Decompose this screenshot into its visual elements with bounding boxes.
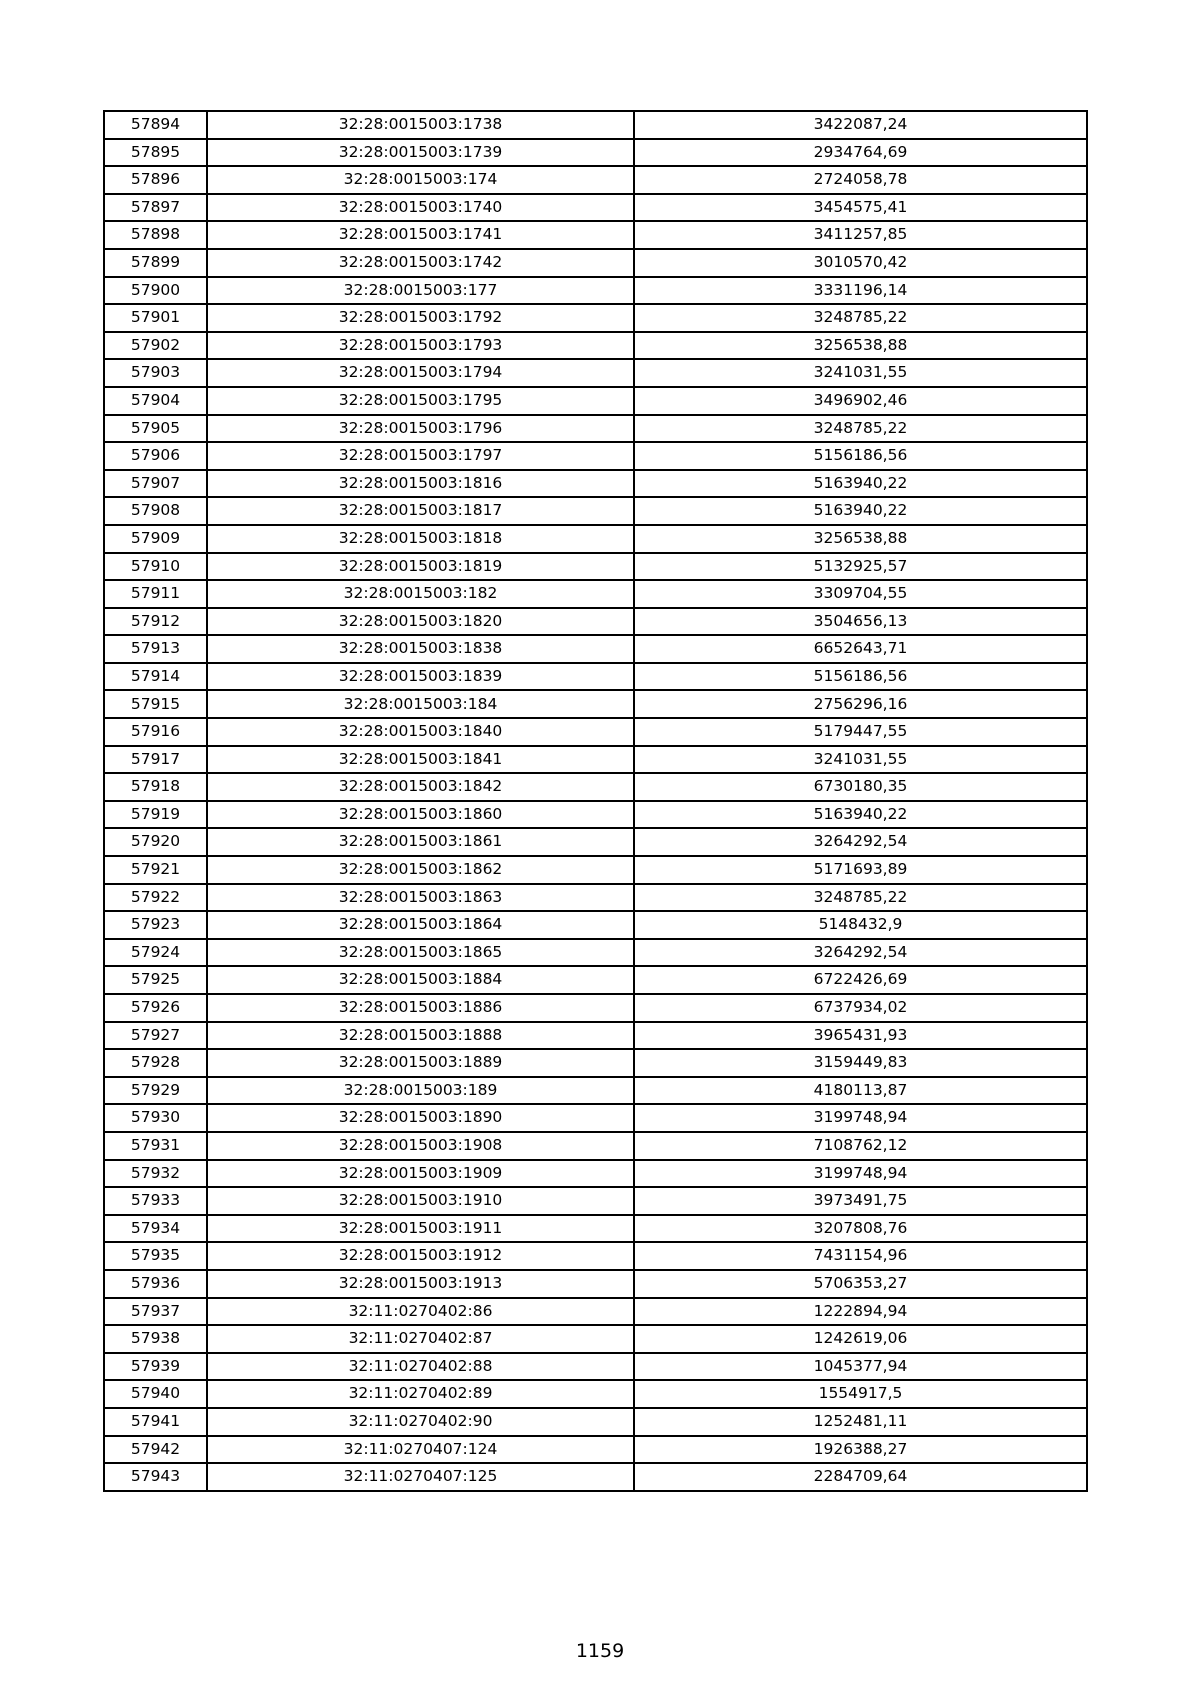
value-cell: 3159449,83 [634, 1049, 1087, 1077]
cadastral-number-cell: 32:28:0015003:1910 [207, 1187, 634, 1215]
row-number-cell: 57912 [104, 608, 207, 636]
value-cell: 5156186,56 [634, 442, 1087, 470]
table-row [104, 111, 1087, 139]
cadastral-number-cell: 32:28:0015003:1797 [207, 442, 634, 470]
table-body [104, 111, 1087, 1491]
cadastral-number-cell: 32:28:0015003:1841 [207, 746, 634, 774]
row-number-cell: 57923 [104, 911, 207, 939]
value-cell: 1554917,5 [634, 1380, 1087, 1408]
cadastral-number-cell: 32:28:0015003:1886 [207, 994, 634, 1022]
value-cell: 1045377,94 [634, 1353, 1087, 1381]
table-row [104, 1298, 1087, 1326]
value-cell: 3422087,24 [634, 111, 1087, 139]
table-row [104, 194, 1087, 222]
value-cell: 6722426,69 [634, 966, 1087, 994]
row-number-cell: 57937 [104, 1298, 207, 1326]
table-row [104, 1408, 1087, 1436]
row-number-cell: 57895 [104, 139, 207, 167]
table-row [104, 911, 1087, 939]
value-cell: 1242619,06 [634, 1325, 1087, 1353]
row-number-cell: 57905 [104, 415, 207, 443]
row-number-cell: 57918 [104, 773, 207, 801]
value-cell: 6730180,35 [634, 773, 1087, 801]
value-cell: 4180113,87 [634, 1077, 1087, 1105]
row-number-cell: 57911 [104, 580, 207, 608]
row-number-cell: 57921 [104, 856, 207, 884]
cadastral-number-cell: 32:28:0015003:1842 [207, 773, 634, 801]
table-row [104, 1242, 1087, 1270]
row-number-cell: 57938 [104, 1325, 207, 1353]
cadastral-number-cell: 32:28:0015003:1741 [207, 221, 634, 249]
table-row [104, 939, 1087, 967]
cadastral-number-cell: 32:11:0270402:88 [207, 1353, 634, 1381]
value-cell: 2284709,64 [634, 1463, 1087, 1491]
table-row [104, 1353, 1087, 1381]
cadastral-number-cell: 32:28:0015003:1911 [207, 1215, 634, 1243]
value-cell: 3331196,14 [634, 277, 1087, 305]
page-number: 1159 [575, 1640, 625, 1662]
cadastral-number-cell: 32:28:0015003:1864 [207, 911, 634, 939]
cadastral-number-cell: 32:11:0270402:90 [207, 1408, 634, 1436]
value-cell: 2756296,16 [634, 690, 1087, 718]
value-cell: 3973491,75 [634, 1187, 1087, 1215]
value-cell: 1926388,27 [634, 1436, 1087, 1464]
row-number-cell: 57942 [104, 1436, 207, 1464]
table-row [104, 277, 1087, 305]
table-row [104, 1104, 1087, 1132]
table-row [104, 1325, 1087, 1353]
row-number-cell: 57927 [104, 1022, 207, 1050]
cadastral-number-cell: 32:28:0015003:1839 [207, 663, 634, 691]
value-cell: 5179447,55 [634, 718, 1087, 746]
cadastral-number-cell: 32:11:0270402:87 [207, 1325, 634, 1353]
table-row [104, 718, 1087, 746]
cadastral-number-cell: 32:28:0015003:1796 [207, 415, 634, 443]
value-cell: 1222894,94 [634, 1298, 1087, 1326]
cadastral-number-cell: 32:28:0015003:1888 [207, 1022, 634, 1050]
row-number-cell: 57926 [104, 994, 207, 1022]
table-row [104, 359, 1087, 387]
table-row [104, 635, 1087, 663]
cadastral-number-cell: 32:28:0015003:1840 [207, 718, 634, 746]
table-row [104, 994, 1087, 1022]
cadastral-number-cell: 32:28:0015003:174 [207, 166, 634, 194]
cadastral-number-cell: 32:28:0015003:1817 [207, 497, 634, 525]
table-row [104, 525, 1087, 553]
cadastral-number-cell: 32:28:0015003:1820 [207, 608, 634, 636]
cadastral-number-cell: 32:28:0015003:1838 [207, 635, 634, 663]
row-number-cell: 57904 [104, 387, 207, 415]
row-number-cell: 57924 [104, 939, 207, 967]
row-number-cell: 57933 [104, 1187, 207, 1215]
table-row [104, 1160, 1087, 1188]
value-cell: 3207808,76 [634, 1215, 1087, 1243]
row-number-cell: 57916 [104, 718, 207, 746]
table-row [104, 828, 1087, 856]
cadastral-number-cell: 32:28:0015003:182 [207, 580, 634, 608]
table-row [104, 663, 1087, 691]
cadastral-number-cell: 32:28:0015003:1912 [207, 1242, 634, 1270]
value-cell: 5163940,22 [634, 497, 1087, 525]
value-cell: 3454575,41 [634, 194, 1087, 222]
row-number-cell: 57940 [104, 1380, 207, 1408]
value-cell: 3248785,22 [634, 884, 1087, 912]
table-row [104, 1187, 1087, 1215]
row-number-cell: 57903 [104, 359, 207, 387]
row-number-cell: 57932 [104, 1160, 207, 1188]
value-cell: 3309704,55 [634, 580, 1087, 608]
value-cell: 6737934,02 [634, 994, 1087, 1022]
row-number-cell: 57897 [104, 194, 207, 222]
row-number-cell: 57901 [104, 304, 207, 332]
cadastral-number-cell: 32:28:0015003:1860 [207, 801, 634, 829]
row-number-cell: 57925 [104, 966, 207, 994]
row-number-cell: 57906 [104, 442, 207, 470]
value-cell: 3248785,22 [634, 304, 1087, 332]
table-row [104, 1022, 1087, 1050]
row-number-cell: 57896 [104, 166, 207, 194]
table-row [104, 1132, 1087, 1160]
row-number-cell: 57939 [104, 1353, 207, 1381]
row-number-cell: 57931 [104, 1132, 207, 1160]
row-number-cell: 57922 [104, 884, 207, 912]
value-cell: 6652643,71 [634, 635, 1087, 663]
table-row [104, 304, 1087, 332]
table-row [104, 856, 1087, 884]
cadastral-number-cell: 32:28:0015003:1793 [207, 332, 634, 360]
cadastral-number-cell: 32:11:0270407:125 [207, 1463, 634, 1491]
table-row [104, 553, 1087, 581]
table-row [104, 415, 1087, 443]
row-number-cell: 57908 [104, 497, 207, 525]
cadastral-number-cell: 32:28:0015003:1863 [207, 884, 634, 912]
row-number-cell: 57935 [104, 1242, 207, 1270]
table-row [104, 580, 1087, 608]
value-cell: 3010570,42 [634, 249, 1087, 277]
row-number-cell: 57930 [104, 1104, 207, 1132]
cadastral-number-cell: 32:28:0015003:177 [207, 277, 634, 305]
cadastral-number-cell: 32:28:0015003:1908 [207, 1132, 634, 1160]
cadastral-number-cell: 32:11:0270407:124 [207, 1436, 634, 1464]
value-cell: 7108762,12 [634, 1132, 1087, 1160]
row-number-cell: 57919 [104, 801, 207, 829]
cadastral-number-cell: 32:28:0015003:1739 [207, 139, 634, 167]
cadastral-number-cell: 32:28:0015003:1740 [207, 194, 634, 222]
row-number-cell: 57902 [104, 332, 207, 360]
cadastral-number-cell: 32:11:0270402:89 [207, 1380, 634, 1408]
value-cell: 3241031,55 [634, 746, 1087, 774]
row-number-cell: 57917 [104, 746, 207, 774]
table-row [104, 470, 1087, 498]
value-cell: 3965431,93 [634, 1022, 1087, 1050]
table-row [104, 1463, 1087, 1491]
row-number-cell: 57914 [104, 663, 207, 691]
row-number-cell: 57899 [104, 249, 207, 277]
value-cell: 3248785,22 [634, 415, 1087, 443]
row-number-cell: 57943 [104, 1463, 207, 1491]
value-cell: 5163940,22 [634, 470, 1087, 498]
cadastral-number-cell: 32:28:0015003:184 [207, 690, 634, 718]
row-number-cell: 57929 [104, 1077, 207, 1105]
value-cell: 2724058,78 [634, 166, 1087, 194]
row-number-cell: 57910 [104, 553, 207, 581]
cadastral-number-cell: 32:11:0270402:86 [207, 1298, 634, 1326]
cadastral-number-cell: 32:28:0015003:1742 [207, 249, 634, 277]
value-cell: 5132925,57 [634, 553, 1087, 581]
cadastral-number-cell: 32:28:0015003:1795 [207, 387, 634, 415]
cadastral-number-cell: 32:28:0015003:1794 [207, 359, 634, 387]
cadastral-number-cell: 32:28:0015003:1861 [207, 828, 634, 856]
row-number-cell: 57920 [104, 828, 207, 856]
table-row [104, 497, 1087, 525]
value-cell: 3256538,88 [634, 525, 1087, 553]
value-cell: 3264292,54 [634, 828, 1087, 856]
value-cell: 5171693,89 [634, 856, 1087, 884]
table-row [104, 1380, 1087, 1408]
value-cell: 2934764,69 [634, 139, 1087, 167]
table-row [104, 442, 1087, 470]
table-row [104, 608, 1087, 636]
row-number-cell: 57936 [104, 1270, 207, 1298]
table-row [104, 801, 1087, 829]
cadastral-number-cell: 32:28:0015003:1816 [207, 470, 634, 498]
table-row [104, 1215, 1087, 1243]
cadastral-number-cell: 32:28:0015003:1819 [207, 553, 634, 581]
value-cell: 1252481,11 [634, 1408, 1087, 1436]
value-cell: 3199748,94 [634, 1160, 1087, 1188]
row-number-cell: 57928 [104, 1049, 207, 1077]
row-number-cell: 57934 [104, 1215, 207, 1243]
value-cell: 5156186,56 [634, 663, 1087, 691]
table-row [104, 966, 1087, 994]
cadastral-number-cell: 32:28:0015003:1792 [207, 304, 634, 332]
value-cell: 3411257,85 [634, 221, 1087, 249]
value-cell: 7431154,96 [634, 1242, 1087, 1270]
value-cell: 3264292,54 [634, 939, 1087, 967]
cadastral-number-cell: 32:28:0015003:1909 [207, 1160, 634, 1188]
cadastral-number-cell: 32:28:0015003:189 [207, 1077, 634, 1105]
table-row [104, 746, 1087, 774]
value-cell: 5148432,9 [634, 911, 1087, 939]
value-cell: 3241031,55 [634, 359, 1087, 387]
cadastral-number-cell: 32:28:0015003:1738 [207, 111, 634, 139]
cadastral-number-cell: 32:28:0015003:1890 [207, 1104, 634, 1132]
row-number-cell: 57913 [104, 635, 207, 663]
table-row [104, 387, 1087, 415]
cadastral-number-cell: 32:28:0015003:1818 [207, 525, 634, 553]
table-row [104, 884, 1087, 912]
table-row [104, 332, 1087, 360]
value-cell: 3256538,88 [634, 332, 1087, 360]
cadastral-number-cell: 32:28:0015003:1884 [207, 966, 634, 994]
cadastral-number-cell: 32:28:0015003:1865 [207, 939, 634, 967]
table-row [104, 166, 1087, 194]
row-number-cell: 57941 [104, 1408, 207, 1436]
table-row [104, 1436, 1087, 1464]
row-number-cell: 57894 [104, 111, 207, 139]
value-cell: 3504656,13 [634, 608, 1087, 636]
row-number-cell: 57898 [104, 221, 207, 249]
row-number-cell: 57907 [104, 470, 207, 498]
table-row [104, 1049, 1087, 1077]
row-number-cell: 57909 [104, 525, 207, 553]
row-number-cell: 57915 [104, 690, 207, 718]
cadastral-number-cell: 32:28:0015003:1913 [207, 1270, 634, 1298]
table-row [104, 249, 1087, 277]
table-row [104, 221, 1087, 249]
table-row [104, 773, 1087, 801]
value-cell: 5163940,22 [634, 801, 1087, 829]
row-number-cell: 57900 [104, 277, 207, 305]
cadastral-number-cell: 32:28:0015003:1889 [207, 1049, 634, 1077]
cadastral-number-cell: 32:28:0015003:1862 [207, 856, 634, 884]
table-row [104, 139, 1087, 167]
table-row [104, 690, 1087, 718]
table-row [104, 1077, 1087, 1105]
cadastral-value-table [103, 110, 1088, 1492]
value-cell: 5706353,27 [634, 1270, 1087, 1298]
value-cell: 3496902,46 [634, 387, 1087, 415]
table-row [104, 1270, 1087, 1298]
value-cell: 3199748,94 [634, 1104, 1087, 1132]
